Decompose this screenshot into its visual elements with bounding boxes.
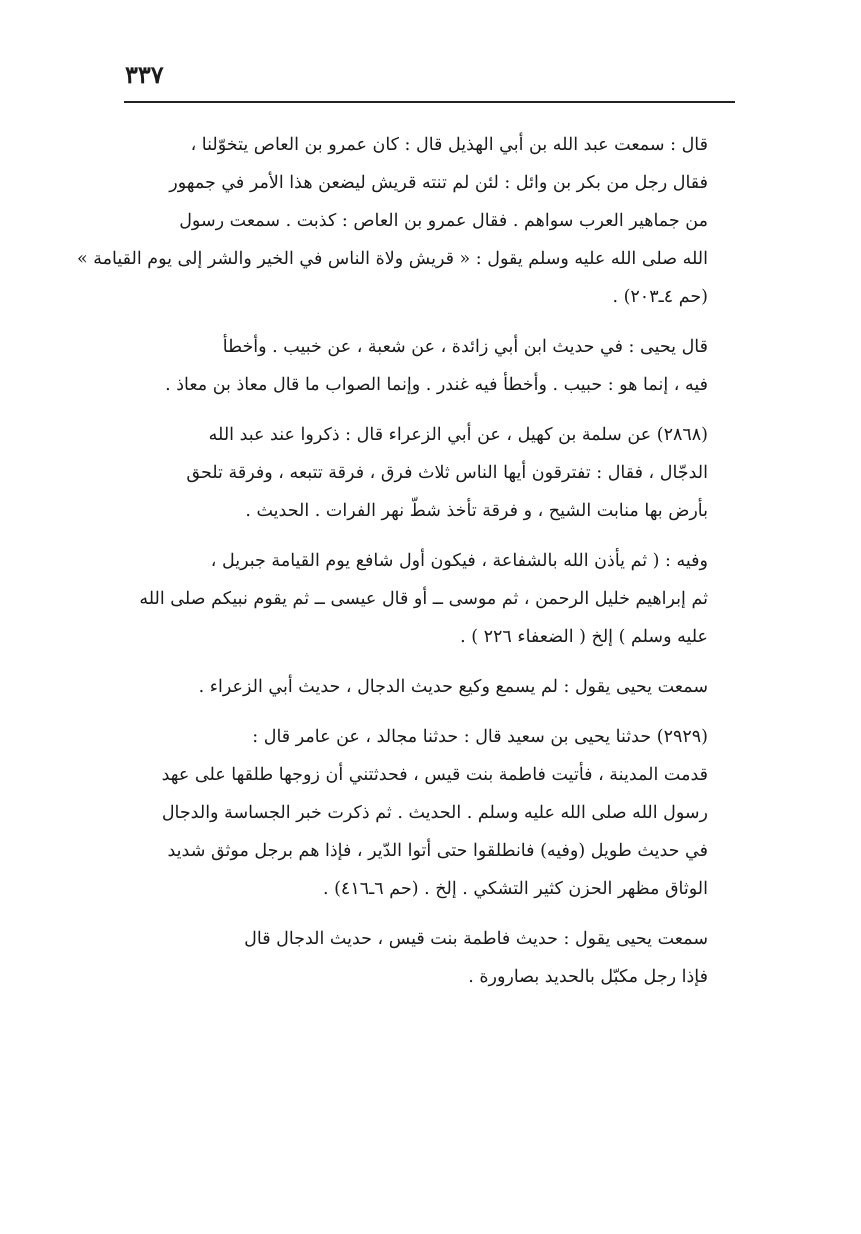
text-line: فيه ، إنما هو : حبيب . وأخطأ فيه غندر . وإنما الصواب ما قال معاذ بن معاذ .	[165, 375, 708, 395]
text-line: الله صلى الله عليه وسلم يقول : « قريش ولاة الناس في الخير والشر إلى يوم القيامة »	[77, 249, 708, 269]
text-line: عليه وسلم ) إلخ ( الضعفاء ٢٢٦ ) .	[460, 627, 708, 647]
text-line: قدمت المدينة ، فأتيت فاطمة بنت قيس ، فحدثتني أن زوجها طلقها على عهد	[161, 765, 708, 785]
text-line: فقال رجل من بكر بن وائل : لئن لم تنته قريش ليضعن هذا الأمر في جمهور	[169, 173, 708, 193]
text-line: في حديث طويل (وفيه) فانطلقوا حتى أتوا الدّير ، فإذا هم برجل موثق شديد	[167, 841, 708, 861]
text-line: رسول الله صلى الله عليه وسلم . الحديث . ثم ذكرت خبر الجساسة والدجال	[161, 803, 708, 823]
text-line: الوثاق مظهر الحزن كثير التشكي . إلخ . (حم ٦ـ٤١٦) .	[322, 879, 708, 899]
text-line: ثم إبراهيم خليل الرحمن ، ثم موسى ــ أو قال عيسى ــ ثم يقوم نبيكم صلى الله	[139, 589, 708, 609]
text-line: وفيه : ( ثم يأذن الله بالشفاعة ، فيكون أول شافع يوم القيامة جبريل ،	[210, 551, 708, 571]
page-body	[77, 126, 708, 996]
hadith-2868	[148, 416, 708, 530]
paragraph-4	[139, 542, 708, 656]
header-rule	[124, 101, 735, 103]
text-line: قال يحيى : في حديث ابن أبي زائدة ، عن شعبة ، عن خبيب . وأخطأ	[222, 337, 708, 357]
text-line: (٢٩٢٩) حدثنا يحيى بن سعيد قال : حدثنا مجالد ، عن عامر قال :	[252, 727, 708, 747]
paragraph-5	[148, 668, 708, 706]
paragraph-7	[148, 920, 708, 996]
text-line: سمعت يحيى يقول : حديث فاطمة بنت قيس ، حديث الدجال قال	[244, 929, 708, 949]
text-line: الدجّال ، فقال : تفترقون أيها الناس ثلاث فرق ، فرقة تتبعه ، وفرقة تلحق	[186, 463, 708, 483]
text-line: قال : سمعت عبد الله بن أبي الهذيل قال : كان عمرو بن العاص يتخوّلنا ،	[190, 135, 708, 155]
text-line: سمعت يحيى يقول : لم يسمع وكيع حديث الدجال ، حديث أبي الزعراء .	[198, 677, 708, 697]
hadith-2929	[148, 718, 708, 908]
text-line: من جماهير العرب سواهم . فقال عمرو بن العاص : كذبت . سمعت رسول	[179, 211, 708, 231]
paragraph-1	[77, 126, 708, 316]
page-number: ٣٣٧	[125, 60, 164, 89]
paragraph-2	[148, 328, 708, 404]
text-line: (٢٨٦٨) عن سلمة بن كهيل ، عن أبي الزعراء قال : ذكروا عند عبد الله	[208, 425, 708, 445]
text-line: بأرض بها منابت الشيح ، و فرقة تأخذ شطّ نهر الفرات . الحديث .	[245, 501, 708, 521]
citation-line: (حم ٤ـ٢٠٣) .	[612, 287, 708, 307]
text-line: فإذا رجل مكبّل بالحديد بصارورة .	[468, 967, 708, 987]
